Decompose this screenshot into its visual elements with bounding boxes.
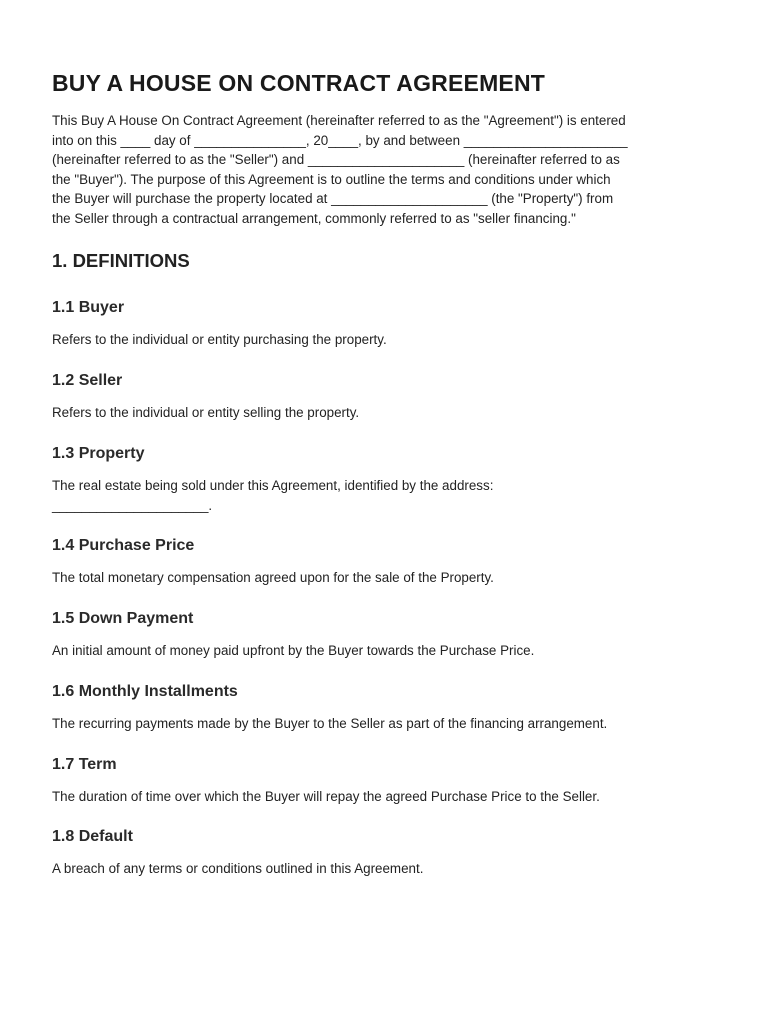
section-heading-definitions: 1. DEFINITIONS bbox=[52, 250, 190, 271]
definition-line: Refers to the individual or entity purchasing the property. bbox=[52, 332, 387, 347]
definition-title-default: 1.8 Default bbox=[52, 828, 133, 845]
document-title: BUY A HOUSE ON CONTRACT AGREEMENT bbox=[52, 70, 546, 96]
intro-line: (hereinafter referred to as the "Seller") and _____________________ (hereinafter referred to as bbox=[52, 152, 620, 167]
definition-line: _____________________. bbox=[52, 498, 213, 513]
definition-body-buyer bbox=[52, 330, 732, 350]
definition-body-down-payment bbox=[52, 641, 732, 661]
definition-line: Refers to the individual or entity selling the property. bbox=[52, 405, 360, 420]
definition-body-term bbox=[52, 787, 732, 807]
definition-line: The total monetary compensation agreed upon for the sale of the Property. bbox=[52, 570, 494, 585]
definition-title-down-payment: 1.5 Down Payment bbox=[52, 610, 194, 627]
definition-line: A breach of any terms or conditions outlined in this Agreement. bbox=[52, 861, 424, 876]
definition-title-seller: 1.2 Seller bbox=[52, 372, 123, 389]
definition-body-purchase-price bbox=[52, 568, 732, 588]
definition-line: An initial amount of money paid upfront by the Buyer towards the Purchase Price. bbox=[52, 643, 535, 658]
definition-line: The recurring payments made by the Buyer to the Seller as part of the financing arrangement. bbox=[52, 716, 608, 731]
definition-body-property bbox=[52, 476, 732, 516]
definition-title-term: 1.7 Term bbox=[52, 756, 117, 773]
definition-line: The real estate being sold under this Agreement, identified by the address: bbox=[52, 478, 494, 493]
definition-title-property: 1.3 Property bbox=[52, 445, 145, 462]
definition-body-default bbox=[52, 859, 732, 879]
definition-title-purchase-price: 1.4 Purchase Price bbox=[52, 537, 195, 554]
intro-line: the Seller through a contractual arrangement, commonly referred to as "seller financing." bbox=[52, 210, 576, 226]
intro-line: the "Buyer"). The purpose of this Agreement is to outline the terms and conditions under which bbox=[52, 171, 611, 187]
intro-line: into on this ____ day of _______________, 20____, by and between ______________________ bbox=[52, 132, 628, 148]
definition-line: The duration of time over which the Buyer will repay the agreed Purchase Price to the Seller. bbox=[52, 789, 600, 804]
definition-body-monthly-installments bbox=[52, 714, 732, 734]
intro-paragraph bbox=[52, 111, 732, 228]
definition-body-seller bbox=[52, 403, 732, 423]
definition-title-monthly-installments: 1.6 Monthly Installments bbox=[52, 683, 238, 700]
intro-line: the Buyer will purchase the property located at _____________________ (the "Property") from bbox=[52, 191, 614, 206]
intro-line: This Buy A House On Contract Agreement (hereinafter referred to as the "Agreement") is entered bbox=[52, 113, 626, 128]
definition-title-buyer: 1.1 Buyer bbox=[52, 299, 125, 316]
